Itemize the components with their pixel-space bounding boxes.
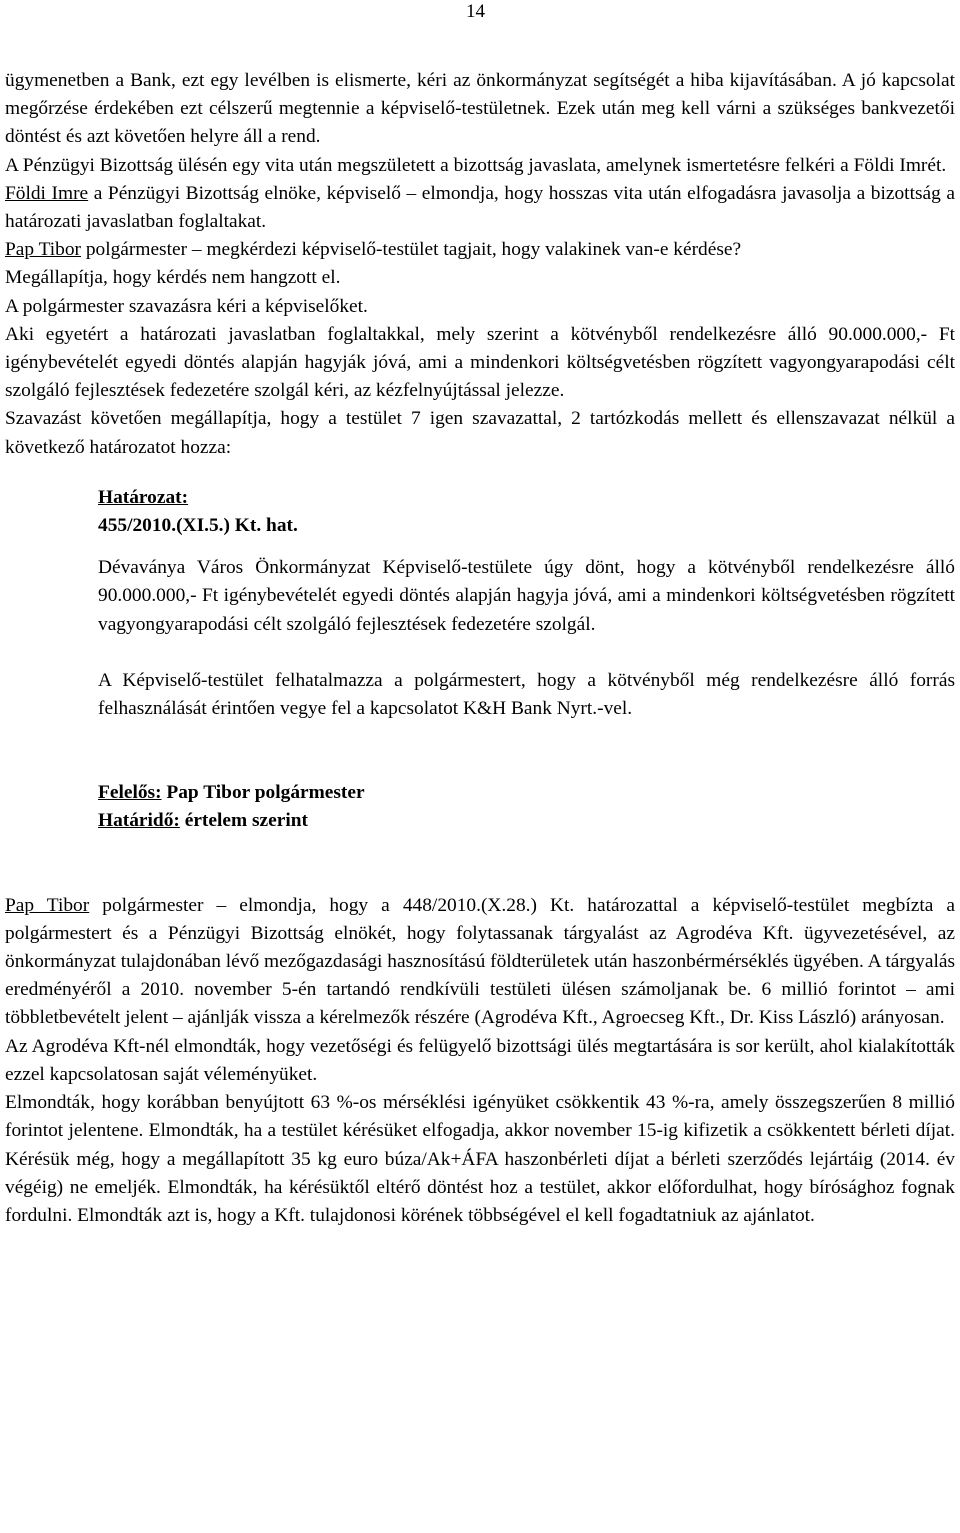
resolution-heading: Határozat:: [98, 486, 189, 508]
speaker-text: a Pénzügyi Bizottság elnöke, képviselő – elmondja, hogy hosszas vita után elfogadásra javasolja a bizottság a határozati javaslatban foglaltakat.: [5, 182, 955, 233]
speaker-name: Földi Imre: [5, 182, 89, 204]
paragraph-pap-tibor-report: [5, 892, 955, 1033]
deadline-label: Határidő:: [98, 810, 180, 832]
paragraph-agrodeva-request: Elmondták, hogy korábban benyújtott 63 %-os mérséklési igényüket csökkentik 43 %-ra, amely összegszerűen 8 millió forintot jelentene. Elmondták, ha a testület kérésüket elfogadja, akkor november 15-ig kifizetik a csökkentett bérleti díjat. Kérésük még, hogy a megállapított 35 kg euro búza/Ak+ÁFA haszonbérleti díjat a bérleti szerződés lejártáig (2014. év végéig) ne emeljék. Elmondták, ha kérésüktől eltérő döntést hoz a testület, akkor előfordulhat, hogy bírósághoz fognak fordulni. Elmondták azt is, hogy a Kft. tulajdonosi körének többségével el kell fogadtatniuk az ajánlatot.: [5, 1092, 955, 1226]
paragraph-vote-result: Szavazást követően megállapítja, hogy a testület 7 igen szavazattal, 2 tartózkodás mellett és ellenszavazat nélkül a következő határozatot hozza:: [5, 408, 955, 458]
paragraph-intro: ügymenetben a Bank, ezt egy levélben is elismerte, kéri az önkormányzat segítségét a hiba kijavításában. A jó kapcsolat megőrzése érdekében ezt célszerű megtennie a képviselő-testületnek. Ezek után meg kell várni a szükséges bankvezetői döntést és azt követően helyre áll a rend.: [5, 70, 955, 148]
deadline-value: értelem szerint: [179, 810, 308, 832]
resolution-number: 455/2010.(XI.5.) Kt. hat.: [98, 515, 298, 537]
paragraph-foldi-imre: [5, 180, 955, 236]
paragraph-pap-tibor-question: [5, 236, 955, 264]
speaker-name: Pap Tibor: [5, 894, 90, 916]
speaker-name: Pap Tibor: [5, 239, 81, 261]
responsible-label: Felelős:: [98, 782, 162, 804]
resolution-deadline: [98, 807, 955, 835]
paragraph-committee: A Pénzügyi Bizottság ülésén egy vita után megszületett a bizottság javaslata, amelynek ismertetésre felkéri a Földi Imrét.: [5, 154, 947, 176]
resolution-text-2: A Képviselő-testület felhatalmazza a polgármestert, hogy a kötvényből még rendelkezésre álló forrás felhasználását érintően vegye fel a kapcsolatot K&H Bank Nyrt.-vel.: [98, 669, 955, 720]
paragraph-vote-proposal: Aki egyetért a határozati javaslatban foglaltakkal, mely szerint a kötvényből rendelkezésre álló 90.000.000,- Ft igénybevételét egyedi döntés alapján hagyják jóvá, ami a mindenkori költségvetésben rögzített vagyongyarapodási célt szolgáló fejlesztések fedezetére szolgál kéri, az kézfelnyújtással jelezze.: [5, 323, 955, 402]
resolution-block: [98, 484, 955, 836]
speaker-text: polgármester – elmondja, hogy a 448/2010.(X.28.) Kt. határozattal a képviselő-testület megbízta a polgármestert és a Pénzügyi Bizottság elnökét, hogy folytassanak tárgyalást az Agrodéva Kft. ügyvezetésével, az önkormányzat tulajdonában lévő mezőgazdasági hasznosítású földterületek után haszonbérmérséklés ügyében. A tárgyalás eredményéről a 2010. november 5-én tartandó rendkívüli testületi ülésen számoljanak be. 6 millió forintot – ami többletbevételt jelent – ajánlják vissza a kérelmezők részére (Agrodéva Kft., Agroecseg Kft., Dr. Kiss László) arányosan.: [5, 894, 956, 1029]
paragraph-no-questions: Megállapítja, hogy kérdés nem hangzott el.: [5, 267, 341, 289]
document-body: [5, 67, 955, 1230]
speaker-text: polgármester – megkérdezi képviselő-testület tagjait, hogy valakinek van-e kérdése?: [80, 239, 742, 261]
resolution-text-1: Dévaványa Város Önkormányzat Képviselő-testülete úgy dönt, hogy a kötvényből rendelkezésre álló 90.000.000,- Ft igénybevételét egyedi döntés alapján hagyja jóvá, ami a mindenkori költségvetésben rögzített vagyongyarapodási célt szolgáló fejlesztések fedezetére szolgál.: [98, 557, 955, 635]
responsible-value: Pap Tibor polgármester: [161, 782, 365, 804]
page-number: 14: [466, 1, 485, 22]
paragraph-vote-call: A polgármester szavazásra kéri a képviselőket.: [5, 295, 368, 317]
paragraph-agrodeva-meeting: Az Agrodéva Kft-nél elmondták, hogy vezetőségi és felügyelő bizottsági ülés megtartására is sor került, ahol kialakították ezzel kapcsolatosan saját véleményüket.: [5, 1035, 955, 1085]
resolution-responsible: [98, 779, 955, 807]
